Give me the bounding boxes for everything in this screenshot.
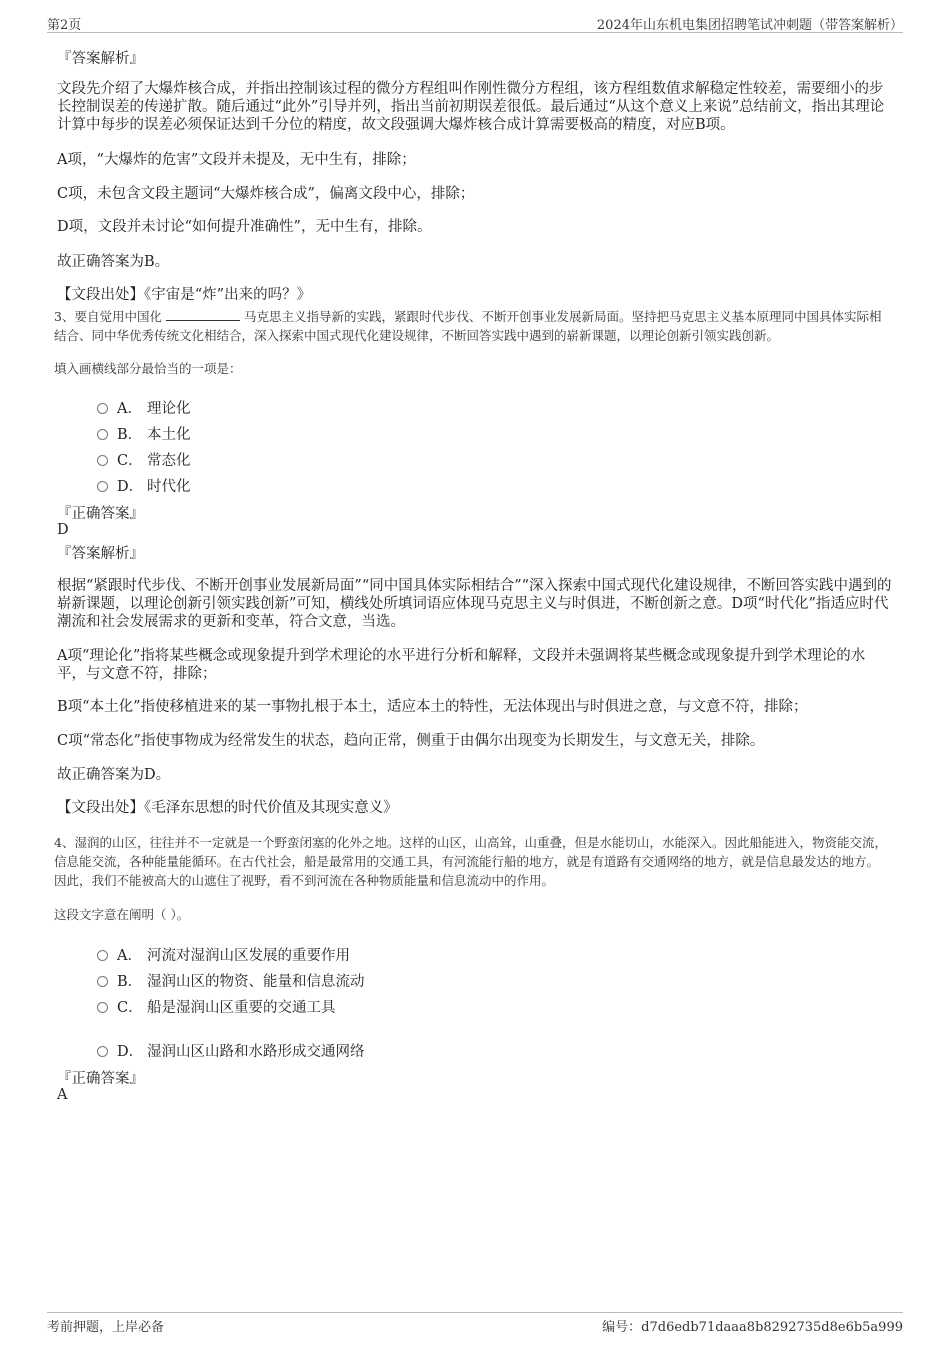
analysis-option-a: A项“理论化”指将某些概念或现象提升到学术理论的水平进行分析和解释，文段并未强调将某些概念或现象提升到学术理论的水平，与文意不符，排除； <box>57 648 866 682</box>
analysis-option-c: C项“常态化”指使事物成为经常发生的状态，趋向正常，侧重于由偶尔出现变为长期发生，与文意无关，排除。 <box>57 733 765 749</box>
question-3-stem <box>54 307 890 345</box>
option-letter: C． <box>117 453 143 469</box>
option-text: 常态化 <box>147 453 191 469</box>
q4-option-b[interactable] <box>97 970 365 990</box>
question-4-stem: 4、湿润的山区，往往并不一定就是一个野蛮闭塞的化外之地。这样的山区，山高耸，山重叠，但是水能切山，水能深入。因此船能进入，物资能交流，信息能交流，各种能量能循环。在古代社会，船是最常用的交通工具，有河流能行船的地方，就是有道路有交通网络的地方，就是信息最发达的地方。因此，我们不能被高大的山遮住了视野，看不到河流在各种物质能量和信息流动中的作用。 <box>54 835 887 888</box>
analysis-text: 文段先介绍了大爆炸核合成，并指出控制该过程的微分方程组叫作刚性微分方程组，该方程组数值求解稳定性较差，需要细小的步长控制误差的传递扩散。随后通过“此外”引导并列，指出当前初期误差很低。最后通过“从这个意义上来说”总结前文，指出其理论计算中每步的误差必须保证达到千分位的精度，故文段强调大爆炸核合成计算需要极高的精度，对应B项。 <box>57 81 885 133</box>
radio-button-icon[interactable] <box>97 1046 108 1057</box>
q4-option-a[interactable] <box>97 944 350 964</box>
option-text: 时代化 <box>147 479 191 495</box>
q4-option-c[interactable] <box>97 996 336 1016</box>
question-3-prompt: 填入画横线部分最恰当的一项是： <box>54 361 242 376</box>
passage-source: 【文段出处】《毛泽东思想的时代价值及其现实意义》 <box>57 800 398 816</box>
analysis-label: 『答案解析』 <box>57 546 144 562</box>
correct-answer-label: 『正确答案』 <box>57 1071 144 1087</box>
correct-answer: D <box>57 522 69 538</box>
analysis-option-a: A项，“大爆炸的危害”文段并未提及，无中生有，排除； <box>57 152 416 168</box>
option-text: 湿润山区山路和水路形成交通网络 <box>147 1044 365 1060</box>
analysis-option-d: D项，文段并未讨论“如何提升准确性”，无中生有，排除。 <box>57 219 432 235</box>
option-text: 本土化 <box>147 427 191 443</box>
passage-source: 【文段出处】《宇宙是“炸”出来的吗？》 <box>57 287 312 303</box>
radio-button-icon[interactable] <box>97 455 108 466</box>
option-text: 理论化 <box>147 401 191 417</box>
document-title: 2024年山东机电集团招聘笔试冲刺题（带答案解析） <box>596 18 903 33</box>
radio-button-icon[interactable] <box>97 403 108 414</box>
option-letter: A． <box>117 948 142 964</box>
option-letter: D． <box>117 1044 144 1060</box>
answer-conclusion: 故正确答案为D。 <box>57 767 171 783</box>
option-letter: A． <box>117 401 142 417</box>
q4-option-d[interactable] <box>97 1040 365 1060</box>
footer-slogan: 考前押题，上岸必备 <box>47 1320 165 1335</box>
page-footer <box>47 1312 903 1335</box>
q3-option-b[interactable] <box>97 423 191 443</box>
radio-button-icon[interactable] <box>97 429 108 440</box>
question-3-stem-start: 3、要自觉用中国化 <box>54 309 162 324</box>
analysis-option-c: C项，未包含文段主题词“大爆炸核合成”，偏离文段中心，排除； <box>57 186 475 202</box>
radio-button-icon[interactable] <box>97 481 108 492</box>
correct-answer-label: 『正确答案』 <box>57 506 144 522</box>
correct-answer: A <box>57 1087 68 1103</box>
question-3-stem-end: 马克思主义指导新的实践，紧跟时代步伐、不断开创事业发展新局面。坚持把马克思主义基本原理同中国具体实际相结合、同中华优秀传统文化相结合，深入探索中国式现代化建设规律，不断回答实践中遇到的崭新课题，以理论创新引领实践创新。 <box>54 309 882 343</box>
analysis-text: 根据“紧跟时代步伐、不断开创事业发展新局面”“同中国具体实际相结合”“深入探索中国式现代化建设规律，不断回答实践中遇到的崭新课题，以理论创新引领实践创新”可知，横线处所填词语应体现马克思主义与时俱进，不断创新之意。D项“时代化”指适应时代潮流和社会发展需求的更新和变革，符合文意，当选。 <box>57 578 892 630</box>
q3-option-c[interactable] <box>97 449 191 469</box>
analysis-label: 『答案解析』 <box>57 51 144 67</box>
option-letter: D． <box>117 479 144 495</box>
page-header <box>47 12 903 33</box>
option-letter: B． <box>117 974 143 990</box>
option-text: 河流对湿润山区发展的重要作用 <box>147 948 350 964</box>
option-text: 船是湿润山区重要的交通工具 <box>147 1000 336 1016</box>
radio-button-icon[interactable] <box>97 1002 108 1013</box>
analysis-option-b: B项“本土化”指使移植进来的某一事物扎根于本土，适应本土的特性，无法体现出与时俱进之意，与文意不符，排除； <box>57 699 808 715</box>
q3-option-d[interactable] <box>97 475 191 495</box>
radio-button-icon[interactable] <box>97 976 108 987</box>
option-letter: C． <box>117 1000 143 1016</box>
answer-conclusion: 故正确答案为B。 <box>57 254 170 270</box>
option-text: 湿润山区的物资、能量和信息流动 <box>147 974 365 990</box>
radio-button-icon[interactable] <box>97 950 108 961</box>
page-number: 第2页 <box>47 18 82 33</box>
q3-option-a[interactable] <box>97 397 191 417</box>
fill-blank <box>166 308 240 321</box>
document-code: 编号：d7d6edb71daaa8b8292735d8e6b5a999 <box>602 1320 903 1335</box>
option-letter: B． <box>117 427 143 443</box>
question-4-prompt: 这段文字意在阐明（ ）。 <box>54 907 190 922</box>
